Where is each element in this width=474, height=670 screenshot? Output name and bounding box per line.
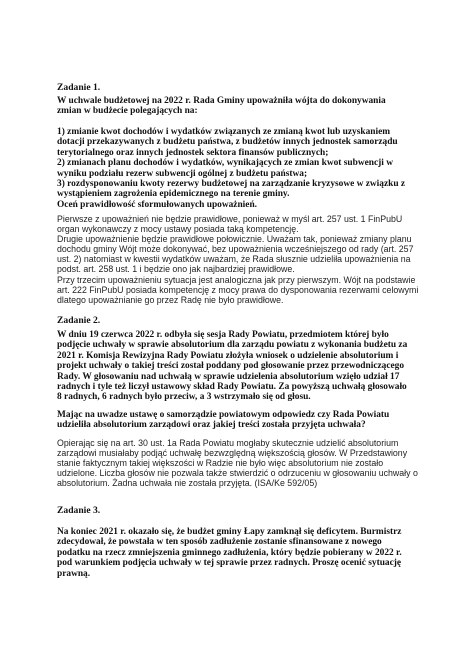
- text-line: terytorialnego oraz innych jednostek sektora finansów publicznych;: [57, 147, 329, 158]
- text-line: dotacji przekazywanych z budżetu państwa, z budżetów innych jednostek samorządu: [57, 137, 398, 148]
- text-line: udzieliła absolutorium zarządowi oraz jakiej treści została przyjęta uchwała?: [57, 420, 366, 431]
- task-2-question: [57, 410, 420, 431]
- text-line: ust. 2) natomiast w kwestii wydatków uważam, że Rada słusznie udzieliła upoważnienia na: [57, 254, 411, 265]
- task-1-heading: Zadanie 1.: [57, 82, 101, 93]
- text-line: W dniu 19 czerwca 2022 r. odbyła się sesja Rady Powiatu, przedmiotem której było: [57, 330, 389, 340]
- text-line: 8 radnych, 6 radnych było przeciw, a 3 wstrzymało się od głosu.: [57, 392, 311, 403]
- text-line: Pierwsze z upoważnień nie będzie prawidłowe, ponieważ w myśl art. 257 ust. 1 FinPubU: [57, 214, 403, 224]
- text-line: organ wykonawczy z mocy ustawy posiada taką kompetencję.: [57, 224, 299, 235]
- text-line: podatku na rzecz zmniejszenia gminnego zadłużenia, który będzie pobierany w 2022 r.: [57, 547, 402, 558]
- text-line: zdecydował, że powstała w ten sposób zadłużenie zostanie sfinansowane z nowego: [57, 537, 382, 548]
- task-1-items: [57, 127, 420, 210]
- text-line: W uchwale budżetowej na 2022 r. Rada Gminy upoważniła wójta do dokonywania: [57, 96, 386, 106]
- text-line: Na koniec 2021 r. okazało się, że budżet gminy Łapy zamknął się deficytem. Burmistrz: [57, 527, 402, 537]
- text-line: Drugie upoważnienie będzie prawidłowe połowicznie. Uważam tak, ponieważ zmiany planu: [57, 234, 412, 245]
- text-line: Rady. W głosowaniu nad uchwałą w sprawie udzielenia absolutorium wzięło udział 17: [57, 371, 400, 382]
- text-line: podst. art. 258 ust. 1 i będzie ono jak najbardziej prawidłowe.: [57, 264, 295, 275]
- task-2-answer: [57, 438, 420, 488]
- text-line: radnych i tyle też liczył ustawowy skład Rady Powiatu. Za powyższą uchwałą głosowało: [57, 382, 407, 393]
- text-line: Przy trzecim upoważnieniu sytuacja jest analogiczna jak przy pierwszym. Wójt na podstawie: [57, 274, 416, 285]
- text-line: stanie faktycznym takiej większości w Radzie nie było więc absolutorium nie zostało: [57, 458, 384, 469]
- task-2-statement: [57, 330, 420, 403]
- text-line: Oceń prawidłowość sformułowanych upoważnień.: [57, 199, 258, 210]
- task-3-statement: [57, 527, 420, 579]
- text-line: zmian w budżecie polegających na:: [57, 106, 198, 117]
- text-line: Opierając się na art. 30 ust. 1a Rada Powiatu mogłaby skutecznie udzielić absolutorium: [57, 438, 399, 448]
- task-3-heading: Zadanie 3.: [57, 505, 101, 516]
- text-line: 2) zmianach planu dochodów i wydatków, wynikających ze zmian kwot subwencji w: [57, 158, 393, 169]
- text-line: Mając na uwadze ustawę o samorządzie powiatowym odpowiedz czy Rada Powiatu: [57, 410, 390, 420]
- text-line: dlatego upoważnianie go przez Radę nie było prawidłowe.: [57, 294, 284, 305]
- task-2-heading: Zadanie 2.: [57, 315, 101, 326]
- text-line: pod warunkiem podjęcia uchwały w tej sprawie przez radnych. Proszę ocenić sytuację: [57, 558, 402, 569]
- task-1-answer: [57, 214, 420, 305]
- text-line: wystąpieniem zagrożenia epidemicznego na terenie gminy.: [57, 189, 290, 200]
- text-line: art. 222 FinPubU posiada kompetencję z mocy prawa do dysponowania rezerwami celowymi: [57, 284, 419, 295]
- text-line: dochodu gminy Wójt może dokonywać, bez upoważnienia wcześniejszego od rady (art. 257: [57, 244, 414, 255]
- text-line: absolutorium. Żadna uchwała nie została przyjęta. (ISA/Ke 592/05): [57, 478, 318, 489]
- text-line: 3) rozdysponowaniu kwoty rezerwy budżetowej na zarządzanie kryzysowe w związku z: [57, 179, 406, 190]
- text-line: projekt uchwały o takiej treści został poddany pod głosowanie przez przewodniczącego: [57, 361, 405, 372]
- text-line: udzielone. Liczba głosów nie pozwala także stwierdzić o odrzuceniu w głosowaniu uchwały o: [57, 468, 418, 479]
- task-1-statement: [57, 96, 420, 117]
- text-line: 1) zmianie kwot dochodów i wydatków związanych ze zmianą kwot lub uzyskaniem: [57, 127, 391, 137]
- text-line: wyniku podziału rezerw subwencji ogólnej z budżetu państwa;: [57, 168, 308, 179]
- text-line: prawną.: [57, 568, 91, 579]
- text-line: zarządowi musiałaby podjąć uchwałę bezwzględną większością głosów. W Przedstawiony: [57, 448, 408, 459]
- text-line: podjęcie uchwały w sprawie absolutorium dla zarządu powiatu z wykonania budżetu za: [57, 340, 408, 351]
- text-line: 2021 r. Komisja Rewizyjna Rady Powiatu złożyła wniosek o udzielenie absolutorium i: [57, 350, 399, 361]
